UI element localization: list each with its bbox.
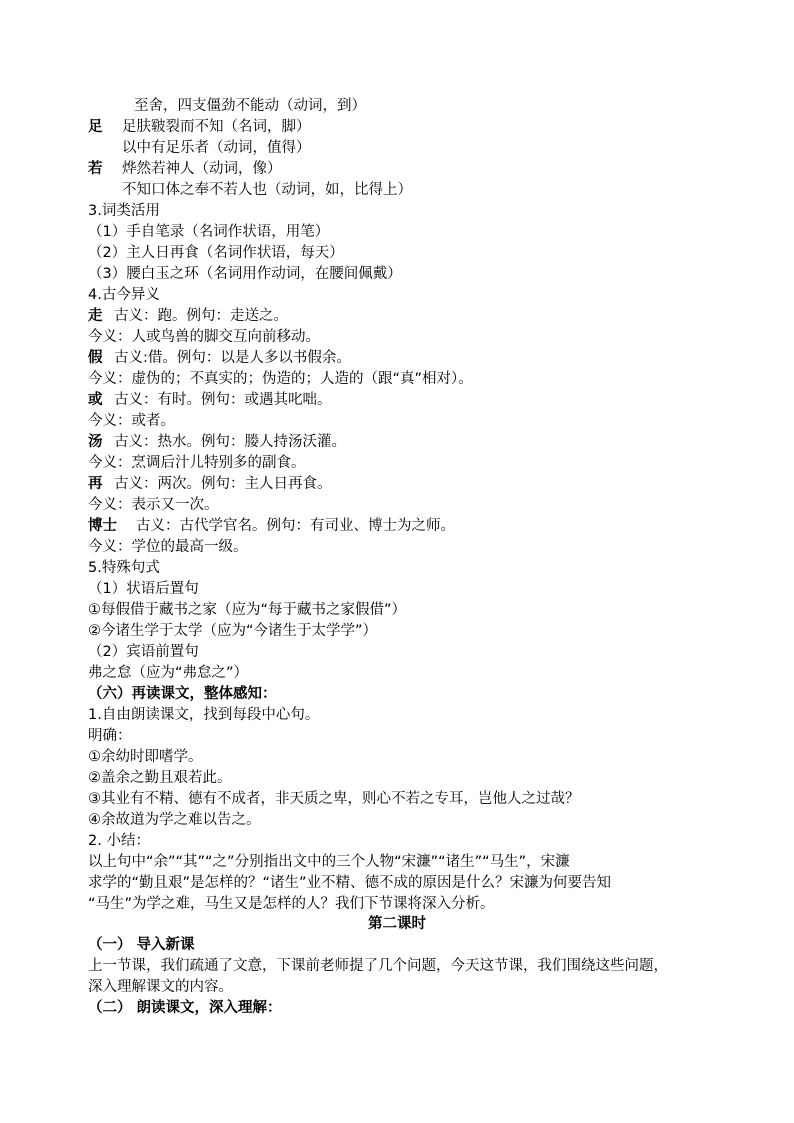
section-6-heading: （六）再读课文，整体感知： bbox=[88, 686, 277, 702]
term-zu: 足 bbox=[88, 119, 103, 135]
section-3-item: （3）腰白玉之环（名词用作动词，在腰间佩戴） bbox=[88, 266, 402, 282]
sentence-type-label: （1）状语后置句 bbox=[88, 581, 199, 597]
section-3-item: （2）主人日再食（名词作状语，每天） bbox=[88, 245, 344, 261]
term-huo: 或 bbox=[88, 392, 103, 408]
central-sentence: ③其业有不精、德有不成者，非天质之卑，则心不若之专耳，岂他人之过哉？ bbox=[88, 791, 580, 807]
modern-meaning: 今义：虚伪的；不真实的；伪造的；人造的（跟“真”相对）。 bbox=[88, 371, 473, 387]
ruo-example-2: 不知口体之奉不若人也（动词，如，比得上） bbox=[122, 182, 412, 198]
section-5-heading: 5.特殊句式 bbox=[88, 560, 160, 576]
modern-meaning: 今义：或者。 bbox=[88, 413, 175, 429]
section-3-heading: 3.词类活用 bbox=[88, 203, 160, 219]
central-sentence: ②盖余之勤且艰若此。 bbox=[88, 770, 232, 786]
ancient-meaning: 古义：有时。例句：或遇其叱咄。 bbox=[114, 392, 332, 408]
term-jia: 假 bbox=[88, 350, 103, 366]
lesson-2-part-1-heading: （一） 导入新课 bbox=[88, 937, 195, 953]
zu-entry bbox=[88, 117, 311, 137]
modern-meaning: 今义：表示又一次。 bbox=[88, 497, 219, 513]
section-4-heading: 4.古今异义 bbox=[88, 287, 160, 303]
ruo-entry bbox=[88, 159, 282, 179]
task-2: 2. 小结： bbox=[88, 833, 150, 849]
zu-example-1: 足肤皲裂而不知（名词，脚） bbox=[122, 119, 311, 135]
central-sentence: ①余幼时即嗜学。 bbox=[88, 749, 203, 765]
term-tang: 汤 bbox=[88, 434, 103, 450]
ancient-meaning: 古义：热水。例句：媵人持汤沃灌。 bbox=[114, 434, 346, 450]
answer-label: 明确： bbox=[88, 728, 132, 744]
ancient-meaning: 古义：两次。例句：主人日再食。 bbox=[114, 476, 332, 492]
sentence-type-label: （2）宾语前置句 bbox=[88, 644, 199, 660]
zu-example-0: 至舍，四支僵劲不能动（动词，到） bbox=[134, 98, 366, 114]
archaic-entry bbox=[88, 474, 332, 494]
sentence-example: ②今诸生学于太学（应为“今诸生于太学学”） bbox=[88, 623, 378, 639]
summary-line: 以上句中“余”“其”“之”分别指出文中的三个人物“宋濂”“诸生”“马生”，宋濂 bbox=[88, 854, 570, 870]
archaic-entry bbox=[88, 306, 288, 326]
archaic-entry bbox=[88, 516, 455, 536]
summary-line: “马生”为学之难，马生又是怎样的人？我们下节课将深入分析。 bbox=[88, 896, 495, 912]
modern-meaning: 今义：学位的最高一级。 bbox=[88, 539, 248, 555]
term-ruo: 若 bbox=[88, 161, 103, 177]
summary-line: 求学的“勤且艰”是怎样的？“诸生”业不精、德不成的原因是什么？宋濂为何要告知 bbox=[88, 875, 612, 891]
sentence-example: 弗之怠（应为“弗怠之”） bbox=[88, 665, 249, 681]
archaic-entry bbox=[88, 432, 346, 452]
ancient-meaning: 古义:借。例句：以是人多以书假余。 bbox=[114, 350, 351, 366]
lesson-2-part-1-text: 上一节课，我们疏通了文意，下课前老师提了几个问题，今天这节课，我们围绕这些问题， bbox=[88, 958, 668, 974]
ancient-meaning: 古义：古代学官名。例句：有司业、博士为之师。 bbox=[136, 518, 455, 534]
term-zou: 走 bbox=[88, 308, 103, 324]
lesson-2-title: 第二课时 bbox=[368, 916, 426, 932]
modern-meaning: 今义：人或鸟兽的脚交互向前移动。 bbox=[88, 329, 320, 345]
zu-example-2: 以中有足乐者（动词，值得） bbox=[122, 140, 311, 156]
lesson-2-part-1-text: 深入理解课文的内容。 bbox=[88, 979, 233, 995]
term-zai: 再 bbox=[88, 476, 103, 492]
task-1: 1.自由朗读课文，找到每段中心句。 bbox=[88, 707, 320, 723]
modern-meaning: 今义：烹调后汁儿特别多的副食。 bbox=[88, 455, 306, 471]
ancient-meaning: 古义：跑。例句：走送之。 bbox=[114, 308, 288, 324]
archaic-entry bbox=[88, 390, 332, 410]
archaic-entry bbox=[88, 348, 351, 368]
section-3-item: （1）手自笔录（名词作状语，用笔） bbox=[88, 224, 330, 240]
ruo-example-1: 烨然若神人（动词，像） bbox=[122, 161, 282, 177]
central-sentence: ④余故道为学之难以告之。 bbox=[88, 812, 261, 828]
term-boshi: 博士 bbox=[88, 518, 117, 534]
sentence-example: ①每假借于藏书之家（应为“每于藏书之家假借”） bbox=[88, 602, 407, 618]
lesson-2-part-2-heading: （二） 朗读课文，深入理解： bbox=[88, 1000, 282, 1016]
